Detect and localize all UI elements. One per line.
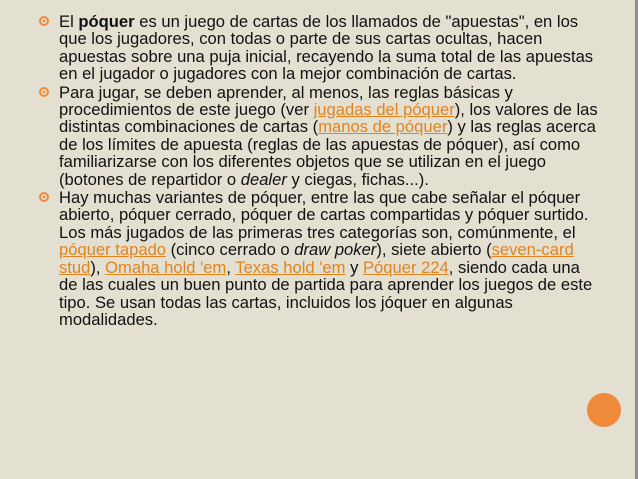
text: y bbox=[345, 257, 363, 277]
text: , bbox=[226, 257, 236, 277]
accent-circle bbox=[587, 393, 621, 427]
text: ), siete abierto ( bbox=[376, 240, 492, 260]
text: El bbox=[59, 12, 79, 31]
text: , siendo cada una de las cuales un buen punto de partida para aprender los juegos de este tipo. Se usan todas las cartas, incluidos los jóquer en algunas modalidades. bbox=[59, 257, 593, 329]
text: y ciegas, fichas...). bbox=[286, 169, 429, 189]
link-seven-card-stud[interactable]: seven-card stud bbox=[59, 240, 574, 277]
link-manos-de-poquer[interactable]: manos de póquer bbox=[318, 117, 448, 137]
italic-term: draw poker bbox=[294, 240, 377, 260]
link-omaha-hold-em[interactable]: Omaha hold 'em bbox=[105, 257, 227, 277]
target-bullet-icon bbox=[39, 192, 49, 202]
text: Para jugar, se deben aprender, al menos, las reglas básicas y procedimientos de este juego (ver bbox=[59, 82, 513, 120]
text: ) y las reglas acerca de los límites de apuesta (reglas de las apuestas de póquer), así como familiarizarse con los diferentes objetos que se utilizan en el juego (botones de repartidor o bbox=[59, 117, 596, 189]
text: Hay muchas variantes de póquer, entre las que cabe señalar el póquer abierto, póquer cerrado, póquer de cartas compartidas y póquer surtido. Los más jugados de las primeras tres categorías son, comúnmente, el bbox=[59, 188, 589, 242]
text: es un juego de cartas de los llamados de "apuestas", en los que los jugadores, con todas o parte de sus cartas ocultas, hacen apuestas sobre una puja inicial, recayendo la suma total de las apuestas en el jugador o jugadores con la mejor combinación de cartas. bbox=[59, 12, 594, 84]
text: ), bbox=[90, 257, 106, 277]
link-texas-hold-em[interactable]: Texas hold 'em bbox=[235, 257, 346, 277]
text: (cinco cerrado o bbox=[166, 240, 295, 260]
target-bullet-icon bbox=[39, 16, 49, 26]
italic-term: dealer bbox=[240, 169, 287, 189]
link-poquer-tapado[interactable]: póquer tapado bbox=[59, 240, 167, 260]
bold-term: póquer bbox=[78, 12, 135, 31]
link-jugadas-del-poquer[interactable]: jugadas del póquer bbox=[313, 100, 455, 120]
paragraph-3 bbox=[40, 189, 600, 328]
slide-content bbox=[40, 13, 600, 329]
paragraph-2 bbox=[40, 84, 600, 188]
link-poquer-224[interactable]: Póquer 224 bbox=[362, 257, 449, 277]
paragraph-1 bbox=[40, 13, 600, 83]
target-bullet-icon bbox=[39, 87, 49, 97]
text: ), los valores de las distintas combinaciones de cartas ( bbox=[59, 100, 598, 137]
